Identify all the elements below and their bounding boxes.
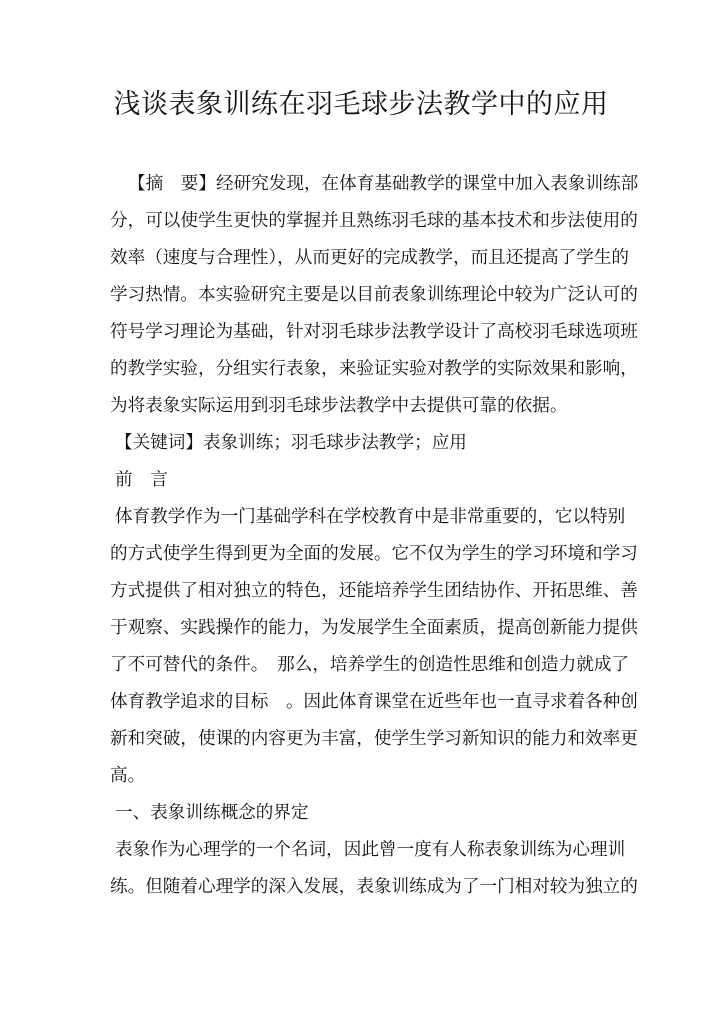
preface-line: 了不可替代的条件。 那么，培养学生的创造性思维和创造力就成了 [110,655,630,675]
abstract-line: 为将表象实际运用到羽毛球步法教学中去提供可靠的依据。 [110,396,568,416]
section1-heading-block [110,795,612,832]
keywords-label: 【关键词】 [115,433,203,453]
keywords-text: 表象训练；羽毛球步法教学；应用 [202,433,467,453]
section1-line: 表象作为心理学的一个名词，因此曾一度有人称表象训练为心理训 [115,840,626,860]
abstract-line [110,166,639,203]
abstract-paragraph [110,166,639,425]
abstract-line: 效率（速度与合理性），从而更好的完成教学，而且还提高了学生的 [110,248,630,268]
preface-paragraph [110,499,638,795]
preface-line: 方式提供了相对独立的特色，还能培养学生团结协作、开拓思维、善 [110,581,638,601]
keywords-line [110,425,612,462]
abstract-line: 分，可以使学生更快的掌握并且熟练羽毛球的基本技术和步法使用的 [110,211,638,231]
keywords-paragraph [110,425,612,462]
section1-paragraph [110,832,638,906]
preface-line: 的方式使学生得到更为全面的发展。它不仅为学生的学习环境和学习 [110,544,638,564]
abstract-line: 符号学习理论为基础，针对羽毛球步法教学设计了高校羽毛球选项班 [110,322,638,342]
preface-line: 体育教学追求的目标 。因此体育课堂在近些年也一直寻求着各种创 [110,692,638,712]
preface-line: 体育教学作为一门基础学科在学校教育中是非常重要的，它以特别 [115,507,626,527]
document-title: 浅谈表象训练在羽毛球步法教学中的应用 [113,89,609,120]
preface-heading-block [110,462,612,499]
abstract-line-text: 经研究发现，在体育基础教学的课堂中加入表象训练部 [215,174,639,194]
preface-line: 新和突破，使课的内容更为丰富，使学生学习新知识的能力和效率更 [110,729,638,749]
section1-heading: 一、表象训练概念的界定 [115,803,309,823]
abstract-label: 【摘 要】 [128,174,216,194]
preface-line: 高。 [110,766,146,786]
preface-heading: 前 言 [115,470,168,490]
abstract-line: 的教学实验，分组实行表象，来验证实验对教学的实际效果和影响， [110,359,638,379]
preface-line: 于观察、实践操作的能力，为发展学生全面素质，提高创新能力提供 [110,618,638,638]
document-body [110,166,639,906]
abstract-line: 学习热情。本实验研究主要是以目前表象训练理论中较为广泛认可的 [110,285,638,305]
section1-line: 练。但随着心理学的深入发展，表象训练成为了一门相对较为独立的 [110,877,638,897]
